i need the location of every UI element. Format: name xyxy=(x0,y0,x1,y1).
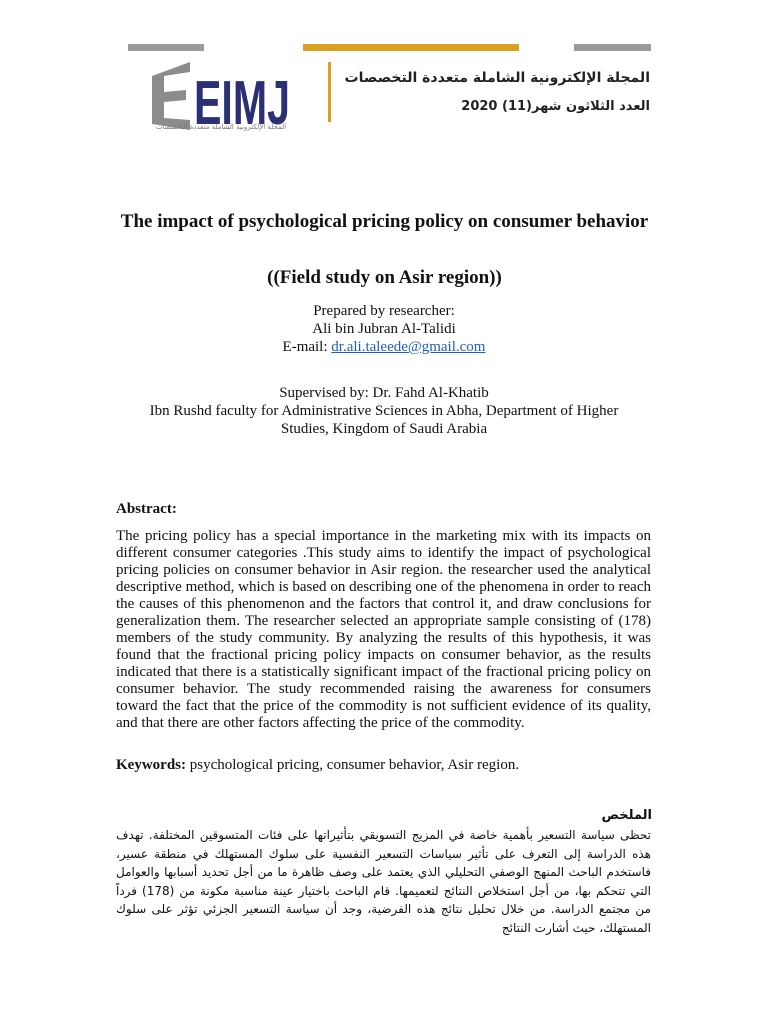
abstract-body: The pricing policy has a special importance in the marketing mix with its impacts on different consumer categories .This study aims to identify the impact of psychological pricing policies on consumer behavior in Asir region. the researcher used the analytical descriptive method, which is based on describing one of the phenomena in order to reach the causes of this phenomenon and the factors that control it, and draw conclusions for generalization them. The researcher selected an appropriate sample consisting of (178) members of the study community. By analyzing the results of this hypothesis, it was found that the fractional pricing policy impacts on consumer behavior, as the results indicated that there is a statistically significant impact of the fractional pricing policy on consumer behavior. The study recommended raising the awareness for consumers toward the fact that the price of the commodity is not sufficient evidence of its quality, and that there are other factors affecting the price of the commodity. xyxy=(116,528,651,731)
email-label: E-mail: xyxy=(282,339,328,355)
header-divider xyxy=(328,62,331,122)
keywords-line xyxy=(116,757,519,774)
logo-subtitle: المجلة الإلكترونية الشاملة متعددة التخصصات xyxy=(155,123,287,131)
affiliation-line-2: Studies, Kingdom of Saudi Arabia xyxy=(280,421,488,437)
header-bar-center xyxy=(303,44,519,51)
arabic-abstract-heading: الملخص xyxy=(601,808,652,823)
prepared-by-label: Prepared by researcher: xyxy=(313,303,455,319)
supervisor-line: Supervised by: Dr. Fahd Al-Khatib xyxy=(279,385,489,401)
paper-subtitle: ((Field study on Asir region)) xyxy=(267,267,502,288)
header-bar-right xyxy=(574,44,651,51)
author-email-line xyxy=(100,338,668,357)
arabic-abstract-body: تحظى سياسة التسعير بأهمية خاصة في المزيج التسويقي بتأثيراتها على فئات المتسوقين المختلفة. تهدف هذه الدراسة إلى التعرف على تأثير سياسات التسعير النفسية على سلوك المستهلك في منطقة عسير، فاستخدم الباحث المنهج الوصفي التحليلي الذي يعتمد على وصف ظاهرة ما من أجل تحديد أسبابها والعوامل التي تتحكم بها، من أجل استخلاص النتائج لتعميمها. قام الباحث باختيار عينة مناسبة مكونة من (178) فرداً من مجتمع الدراسة. من خلال تحليل نتائج هذه الفرضية، وجد أن سياسة التسعير الجزئي تؤثر على سلوك المستهلك، حيث أشارت النتائج xyxy=(116,828,651,935)
header-bar-left xyxy=(128,44,204,51)
keywords-text: psychological pricing, consumer behavior, Asir region. xyxy=(186,757,520,773)
journal-name: المجلة الإلكترونية الشاملة متعددة التخصصات xyxy=(344,70,650,86)
paper-title: The impact of psychological pricing policy on consumer behavior xyxy=(120,211,649,232)
author-email-link[interactable]: dr.ali.taleede@gmail.com xyxy=(331,339,486,355)
affiliation-line-1: Ibn Rushd faculty for Administrative Sciences in Abha, Department of Higher xyxy=(149,403,619,419)
logo-text: EIMJ xyxy=(194,69,290,138)
journal-issue: العدد الثلاثون شهر(11) 2020 xyxy=(461,99,650,114)
keywords-label: Keywords: xyxy=(116,757,186,773)
author-name: Ali bin Jubran Al-Talidi xyxy=(312,321,456,337)
abstract-heading: Abstract: xyxy=(116,501,177,517)
